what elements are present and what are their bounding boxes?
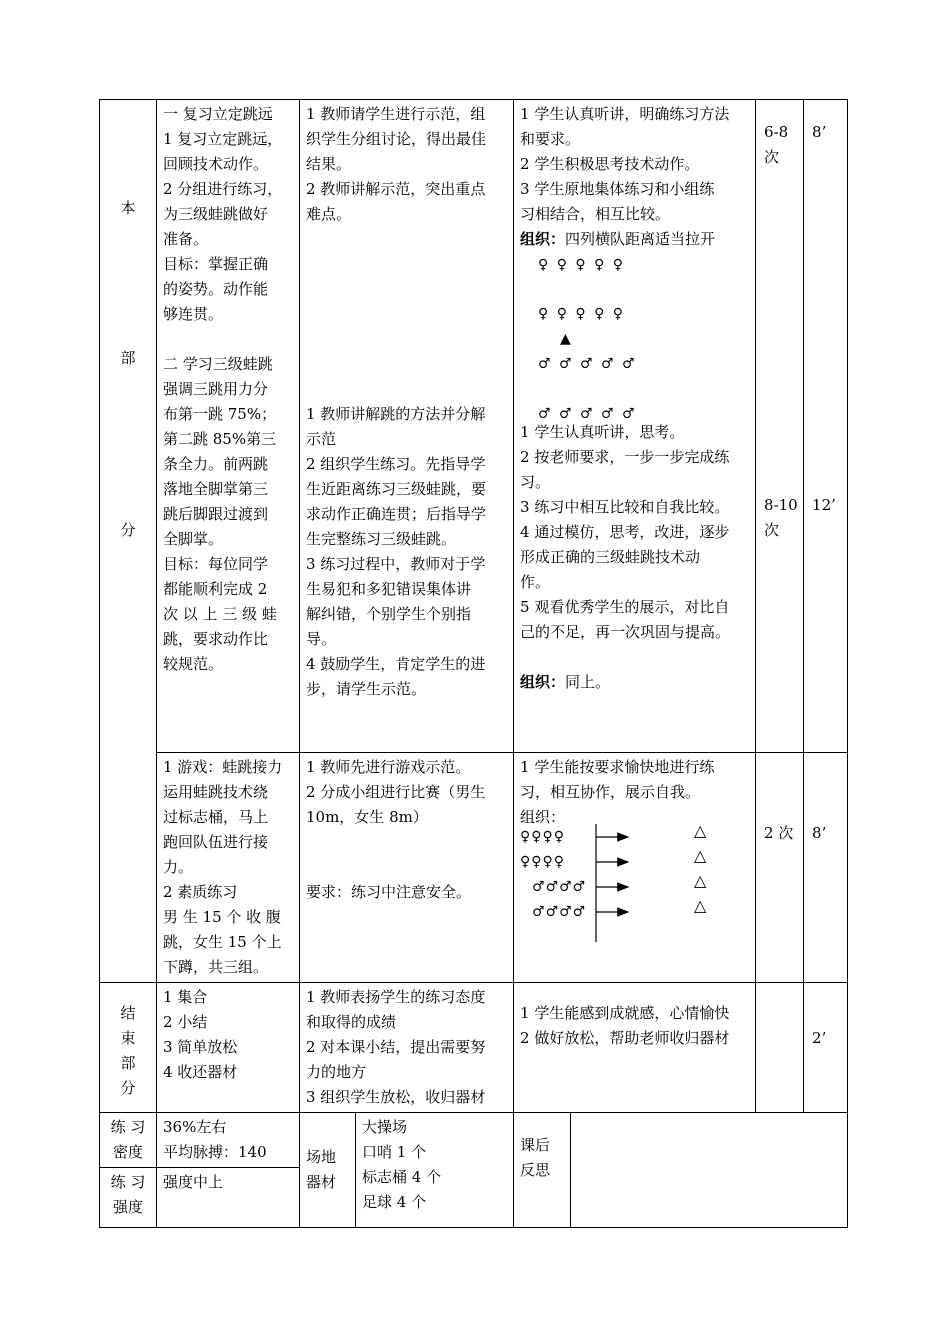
reflection-label-line: 课后 xyxy=(520,1136,551,1154)
student-a2-line: 3 练习中相互比较和自我比较。 xyxy=(520,498,730,516)
times-a2-value: 8-10 xyxy=(764,496,798,514)
content-b-line: 跳，女生 15 个上 xyxy=(163,933,282,951)
main-times-a xyxy=(756,100,804,753)
reflection-label xyxy=(514,1113,571,1228)
end-student-line: 1 学生能感到成就感，心情愉快 xyxy=(520,1004,730,1022)
main-section-label xyxy=(100,100,157,983)
org-b-label: 组织： xyxy=(520,808,566,826)
content-a-line: 都能顺利完成 2 xyxy=(163,580,268,598)
main-teacher-a xyxy=(300,100,514,753)
reflection-value[interactable] xyxy=(571,1113,848,1228)
content-a-line: 跳，要求动作比 xyxy=(163,630,269,648)
content-a-line: 全脚掌。 xyxy=(163,530,224,548)
end-teacher-line: 2 对本课小结，提出需要努 xyxy=(306,1038,486,1056)
content-a-line: 较规范。 xyxy=(163,655,224,673)
end-times xyxy=(756,983,804,1113)
main-content-a xyxy=(157,100,300,753)
teacher-a2-line: 3 练习过程中，教师对于学 xyxy=(306,555,486,573)
content-a-line: 强调三跳用力分 xyxy=(163,380,269,398)
end-section-label xyxy=(100,983,157,1113)
minutes-a2: 12’ xyxy=(812,496,836,514)
teacher-triangle: ▲ xyxy=(560,331,571,347)
content-b-line: 2 素质练习 xyxy=(163,883,238,901)
end-student-line: 2 做好放松，帮助老师收归器材 xyxy=(520,1029,730,1047)
end-teacher xyxy=(300,983,514,1113)
student-a2-line: 作。 xyxy=(520,573,551,591)
density-label-line: 练 习 xyxy=(110,1118,146,1136)
venue-label xyxy=(300,1113,356,1228)
times-a2-unit: 次 xyxy=(764,521,780,539)
end-minutes: 2’ xyxy=(812,1029,827,1047)
end-teacher-line: 3 组织学生放松，收归器材 xyxy=(306,1088,486,1106)
content-b-line: 力。 xyxy=(163,858,194,876)
content-a-line: 的姿势。动作能 xyxy=(163,280,269,298)
student-a1-line: 习相结合，相互比较。 xyxy=(520,205,671,223)
venue-item: 口哨 1 个 xyxy=(362,1143,427,1161)
main-label-char-1: 本 xyxy=(120,199,136,217)
student-a2-line: 己的不足，再一次巩固与提高。 xyxy=(520,623,731,641)
end-label-char: 束 xyxy=(120,1029,136,1047)
end-teacher-line: 和取得的成绩 xyxy=(306,1013,397,1031)
content-a-line: 跳后脚跟过渡到 xyxy=(163,505,269,523)
times-b: 2 次 xyxy=(764,824,794,842)
teacher-a2-line: 生易犯和多犯错误集体讲 xyxy=(306,580,472,598)
end-content xyxy=(157,983,300,1113)
content-a-line: 落地全脚掌第三 xyxy=(163,480,269,498)
teacher-a1-line: 织学生分组讨论，得出最佳 xyxy=(306,130,487,148)
teacher-a1-line: 难点。 xyxy=(306,205,352,223)
content-b-line: 运用蛙跳技术绕 xyxy=(163,783,269,801)
main-student-b xyxy=(514,753,756,983)
end-label-char: 部 xyxy=(120,1054,136,1072)
teacher-a2-line: 示范 xyxy=(306,430,337,448)
teacher-a2-line: 解纠错，个别学生个别指 xyxy=(306,605,472,623)
student-a2-line: 2 按老师要求，一步一步完成练 xyxy=(520,448,730,466)
content-a-line: 2 分组进行练习， xyxy=(163,180,283,198)
venue-item: 标志桶 4 个 xyxy=(362,1168,442,1186)
lesson-plan-table xyxy=(99,99,848,1228)
intensity-label-line: 强度 xyxy=(112,1198,143,1216)
org-a-text: 四列横队距离适当拉开 xyxy=(565,230,716,248)
content-a-line: 目标：每位同学 xyxy=(163,555,269,573)
intensity-label-line: 练 习 xyxy=(110,1173,146,1191)
student-a1-line: 2 学生积极思考技术动作。 xyxy=(520,155,700,173)
end-label-char: 分 xyxy=(120,1079,136,1097)
intensity-value-line: 强度中上 xyxy=(163,1173,224,1191)
end-content-line: 1 集合 xyxy=(163,988,208,1006)
student-a2-line: 4 通过模仿，思考，改进，逐步 xyxy=(520,523,730,541)
teacher-a2-line: 4 鼓励学生，肯定学生的进 xyxy=(306,655,486,673)
content-b-line: 跑回队伍进行接 xyxy=(163,833,269,851)
teacher-b-line: 1 教师先进行游戏示范。 xyxy=(306,758,471,776)
blank-line xyxy=(520,645,749,670)
intensity-label xyxy=(100,1168,157,1228)
cone-icon: △ xyxy=(694,821,707,840)
end-teacher-line: 1 教师表扬学生的练习态度 xyxy=(306,988,486,1006)
main-label-char-2: 部 xyxy=(120,349,136,367)
main-times-b xyxy=(756,753,804,983)
density-label xyxy=(100,1113,157,1168)
teacher-a1-line: 2 教师讲解示范，突出重点 xyxy=(306,180,486,198)
venue-item: 足球 4 个 xyxy=(362,1193,427,1211)
student-a2-line: 习。 xyxy=(520,473,551,491)
spacer xyxy=(306,227,507,402)
relay-female-row-1: ♀♀♀♀ xyxy=(520,829,565,845)
content-a-line: 目标：掌握正确 xyxy=(163,255,269,273)
minutes-b: 8’ xyxy=(812,824,827,842)
teacher-a2-line: 导。 xyxy=(306,630,337,648)
end-content-line: 3 简单放松 xyxy=(163,1038,238,1056)
student-b-line: 1 学生能按要求愉快地进行练 xyxy=(520,758,715,776)
reflection-label-line: 反思 xyxy=(520,1161,551,1179)
venue-items xyxy=(356,1113,514,1228)
teacher-b-line: 2 分成小组进行比赛（男生 xyxy=(306,783,486,801)
student-a1-line: 3 学生原地集体练习和小组练 xyxy=(520,180,715,198)
venue-item: 大操场 xyxy=(362,1118,408,1136)
density-value xyxy=(157,1113,300,1168)
relay-diagram xyxy=(520,821,749,946)
student-a2-line: 1 学生认真听讲，思考。 xyxy=(520,423,685,441)
content-a-line: 二 学习三级蛙跳 xyxy=(163,355,273,373)
relay-male-row-1: ♂♂♂♂ xyxy=(532,879,587,895)
org-label: 组织： xyxy=(520,230,566,248)
end-student xyxy=(514,983,756,1113)
times-a1-unit: 次 xyxy=(764,148,780,166)
content-b-line: 男 生 15 个 收 腹 xyxy=(163,908,281,926)
venue-label-line: 器材 xyxy=(306,1173,337,1191)
content-a-line: 够连贯。 xyxy=(163,305,224,323)
content-a-line: 准备。 xyxy=(163,230,209,248)
content-a-line: 第二跳 85%第三 xyxy=(163,430,277,448)
main-label-char-3: 分 xyxy=(120,521,136,539)
teacher-a1-line: 结果。 xyxy=(306,155,352,173)
male-row-1: ♂ ♂ ♂ ♂ ♂ xyxy=(538,356,637,372)
org-a-line xyxy=(520,227,749,252)
content-b-line: 下蹲，共三组。 xyxy=(163,958,269,976)
content-a-line: 回顾技术动作。 xyxy=(163,155,269,173)
org-label: 组织： xyxy=(520,673,566,691)
student-a1-line: 1 学生认真听讲，明确练习方法 xyxy=(520,105,730,123)
teacher-b-line: 10m，女生 8m） xyxy=(306,808,428,826)
org-a2-line xyxy=(520,670,749,695)
cone-icon: △ xyxy=(694,871,707,890)
spacer xyxy=(306,830,507,880)
content-b-line: 1 游戏：蛙跳接力 xyxy=(163,758,283,776)
org-a2-text: 同上。 xyxy=(565,673,611,691)
teacher-a2-line: 求动作正确连贯；后指导学 xyxy=(306,505,487,523)
relay-female-row-2: ♀♀♀♀ xyxy=(520,854,565,870)
female-row-2: ♀ ♀ ♀ ♀ ♀ xyxy=(538,306,625,322)
student-a1-line: 和要求。 xyxy=(520,130,581,148)
content-b-line: 过标志桶，马上 xyxy=(163,808,269,826)
content-a-line: 为三级蛙跳做好 xyxy=(163,205,269,223)
content-a-line: 布第一跳 75%； xyxy=(163,405,277,423)
main-content-b xyxy=(157,753,300,983)
end-label-char: 结 xyxy=(120,1004,136,1022)
blank-line xyxy=(163,327,293,352)
teacher-a2-line: 步，请学生示范。 xyxy=(306,680,427,698)
content-a-line: 1 复习立定跳远， xyxy=(163,130,283,148)
student-a2-line: 5 观看优秀学生的展示，对比自 xyxy=(520,598,730,616)
main-student-a xyxy=(514,100,756,753)
teacher-a1-line: 1 教师请学生进行示范，组 xyxy=(306,105,486,123)
intensity-value xyxy=(157,1168,300,1228)
female-row-1: ♀ ♀ ♀ ♀ ♀ xyxy=(538,257,625,273)
main-teacher-b xyxy=(300,753,514,983)
student-a2-line: 形成正确的三级蛙跳技术动 xyxy=(520,548,701,566)
venue-label-line: 场地 xyxy=(306,1148,337,1166)
male-row-2: ♂ ♂ ♂ ♂ ♂ xyxy=(538,406,637,422)
density-value-line: 平均脉搏：140 xyxy=(163,1143,267,1161)
teacher-a2-line: 1 教师讲解跳的方法并分解 xyxy=(306,405,486,423)
main-minutes-b xyxy=(804,753,848,983)
times-a1-value: 6-8 xyxy=(764,123,789,141)
end-minutes-cell xyxy=(804,983,848,1113)
main-minutes-a xyxy=(804,100,848,753)
teacher-a2-line: 2 组织学生练习。先指导学 xyxy=(306,455,486,473)
end-content-line: 2 小结 xyxy=(163,1013,208,1031)
end-content-line: 4 收还器材 xyxy=(163,1063,238,1081)
cone-icon: △ xyxy=(694,896,707,915)
density-label-line: 密度 xyxy=(112,1143,143,1161)
content-a-line: 一 复习立定跳远 xyxy=(163,105,273,123)
formation-diagram xyxy=(520,252,749,420)
student-b-line: 习，相互协作，展示自我。 xyxy=(520,783,701,801)
density-value-line: 36%左右 xyxy=(163,1118,227,1136)
teacher-b-note: 要求：练习中注意安全。 xyxy=(306,883,472,901)
content-a-line: 次 以 上 三 级 蛙 xyxy=(163,605,277,623)
content-a-line: 条全力。前两跳 xyxy=(163,455,269,473)
end-teacher-line: 力的地方 xyxy=(306,1063,367,1081)
teacher-a2-line: 生完整练习三级蛙跳。 xyxy=(306,530,457,548)
cone-icon: △ xyxy=(694,846,707,865)
teacher-a2-line: 生近距离练习三级蛙跳，要 xyxy=(306,480,487,498)
relay-male-row-2: ♂♂♂♂ xyxy=(532,904,587,920)
minutes-a1: 8’ xyxy=(812,123,827,141)
